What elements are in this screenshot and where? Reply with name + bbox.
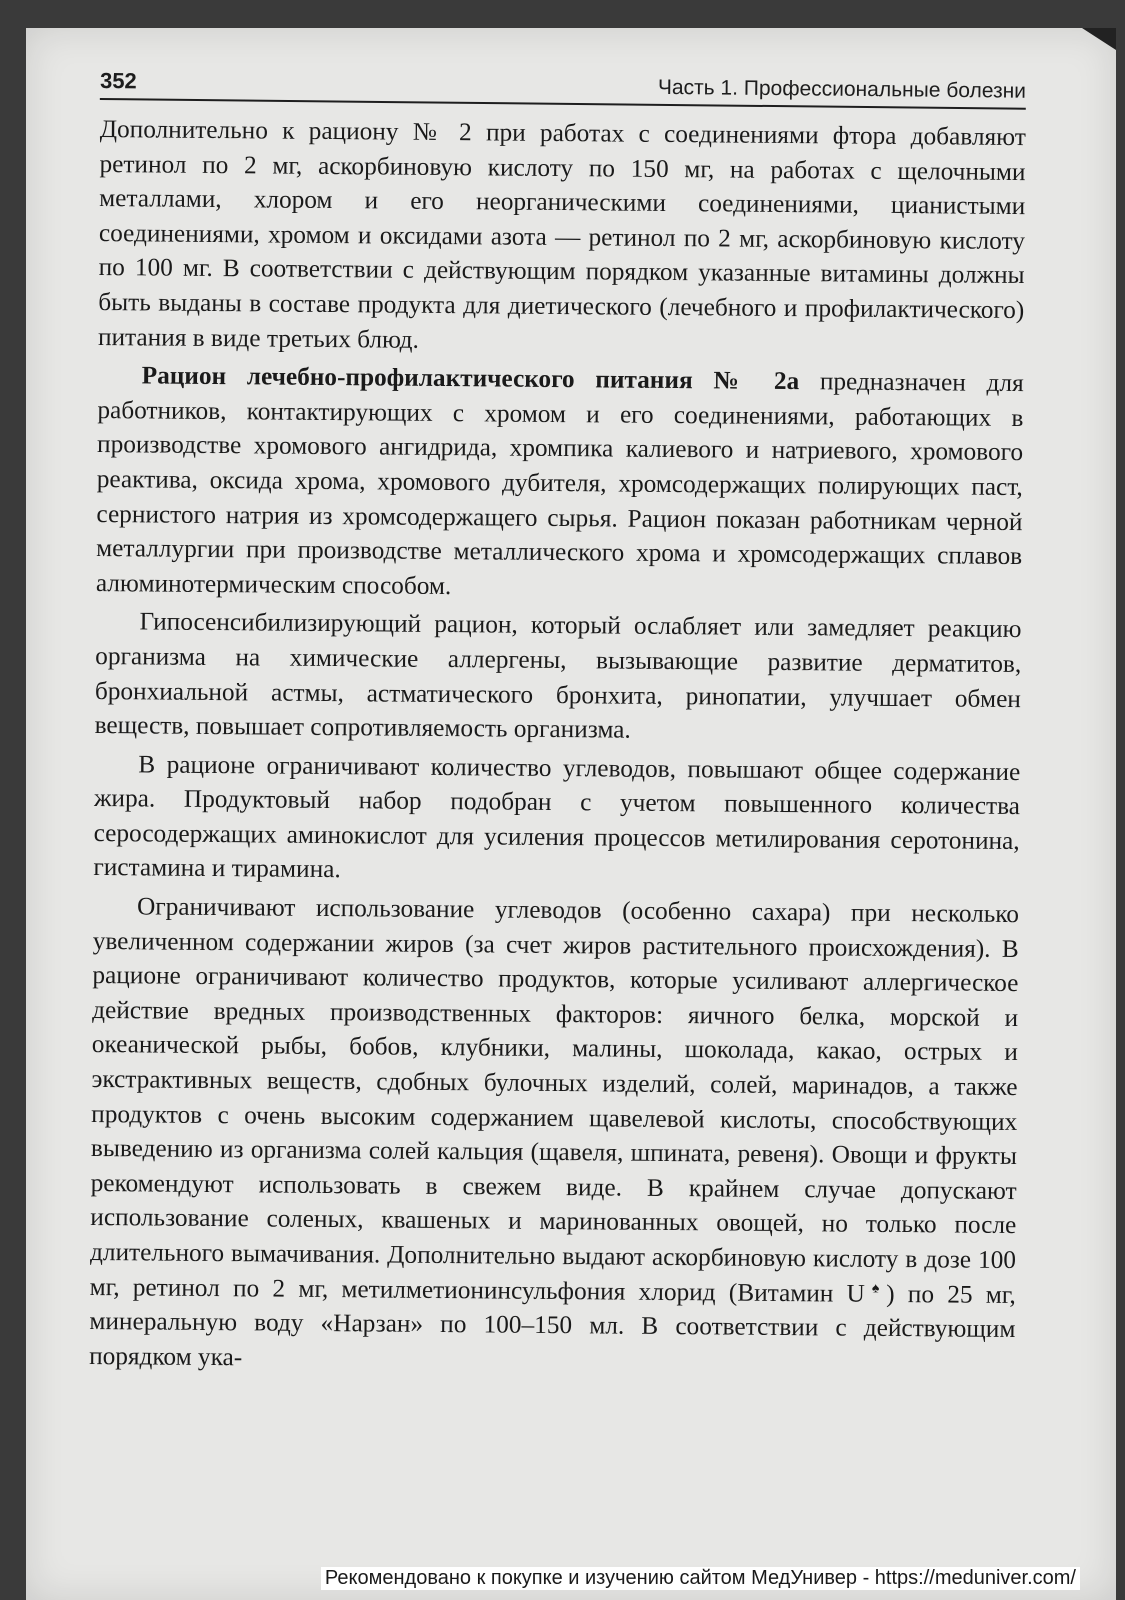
paragraph-2-text: предназначен для работников, контактирующих с хромом и его соединениями, работающих в производстве хромового ангидрида, хромпика калиевого и натриевого, хромового реактива, оксида хрома, хромового дубителя, хромсодержащих полирующих паст, сернистого натрия из хромсодержащего сырья. Рацион показан работникам черной металлургии при производстве металлического хрома и хромсодержащих сплавов алюминотермическим способом. — [95, 367, 1024, 600]
body-text — [89, 112, 1026, 1381]
page-number: 352 — [99, 68, 137, 94]
page-corner-mark — [1082, 28, 1116, 50]
paragraph-5-text-b: ) по 25 мг, минеральную воду «Нарзан» по 100–150 мл. В соответствии с действующим порядком ука- — [89, 1279, 1016, 1372]
running-head: Часть 1. Профессиональные болезни — [657, 75, 1027, 103]
page-content — [89, 68, 1027, 1377]
paragraph-2-heading: Рацион лечебно-профилактического питания № 2а — [141, 361, 800, 396]
paragraph-5-text-a: Ограничивают использование углеводов (особенно сахара) при несколько увеличенном содержании жиров (за счет жиров растительного происхождения). В рационе ограничивают количество продуктов, которые усиливают аллергическое действие вредных производственных факторов: яичного белка, морской и океанической рыбы, бобов, клубники, малины, шоколада, какао, острых и экстрактивных веществ, сдобных булочных изделий, солей, маринадов, а также продуктов с очень высоким содержанием щавелевой кислоты, способствующих выведению из организма солей кальция (щавеля, шпината, ревеня). Овощи и фрукты рекомендуют использовать в свежем виде. В крайнем случае допускают использование соленых, квашеных и маринованных овощей, но только после длительного вымачивания. Дополнительно выдают аскорбиновую кислоту в дозе 100 мг, ретинол по 2 мг, метилметионинсульфония хлорид (Витамин U — [89, 892, 1020, 1308]
book-page — [26, 28, 1116, 1600]
paragraph-3: Гипосенсибилизирующий рацион, который ослабляет или замедляет реакцию организма на химические аллергены, вызывающие развитие дерматитов, бронхиальной астмы, астматического бронхита, ринопатии, улучшает обмен веществ, повышает сопротивляемость организма. — [94, 607, 1022, 744]
trademark-mark: ♠ — [864, 1280, 887, 1297]
paragraph-5 — [89, 889, 1019, 1381]
page-header — [100, 68, 1026, 110]
paragraph-2 — [96, 358, 1024, 608]
paragraph-4: В рационе ограничивают количество углеводов, повышают общее содержание жира. Продуктовый набор подобран с учетом повышенного количества серосодержащих аминокислот для усиления процессов метилирования серотонина, гистамина и тирамина. — [93, 750, 1021, 884]
footer-recommendation: Рекомендовано к покупке и изучению сайтом МедУнивер - https://meduniver.com/ — [321, 1567, 1080, 1590]
paragraph-1: Дополнительно к рациону № 2 при работах с соединениями фтора добавляют ретинол по 2 мг, аскорбиновую кислоту по 150 мг, на работах с щелочными металлами, хлором и его неорганическими соединениями, цианистыми соединениями, хромом и оксидами азота — ретинол по 2 мг, аскорбиновую кислоту по 100 мг. В соответствии с действующим порядком указанные витамины должны быть выданы в составе продукта для диетического (лечебного и профилактического) питания в виде третьих блюд. — [97, 114, 1026, 354]
